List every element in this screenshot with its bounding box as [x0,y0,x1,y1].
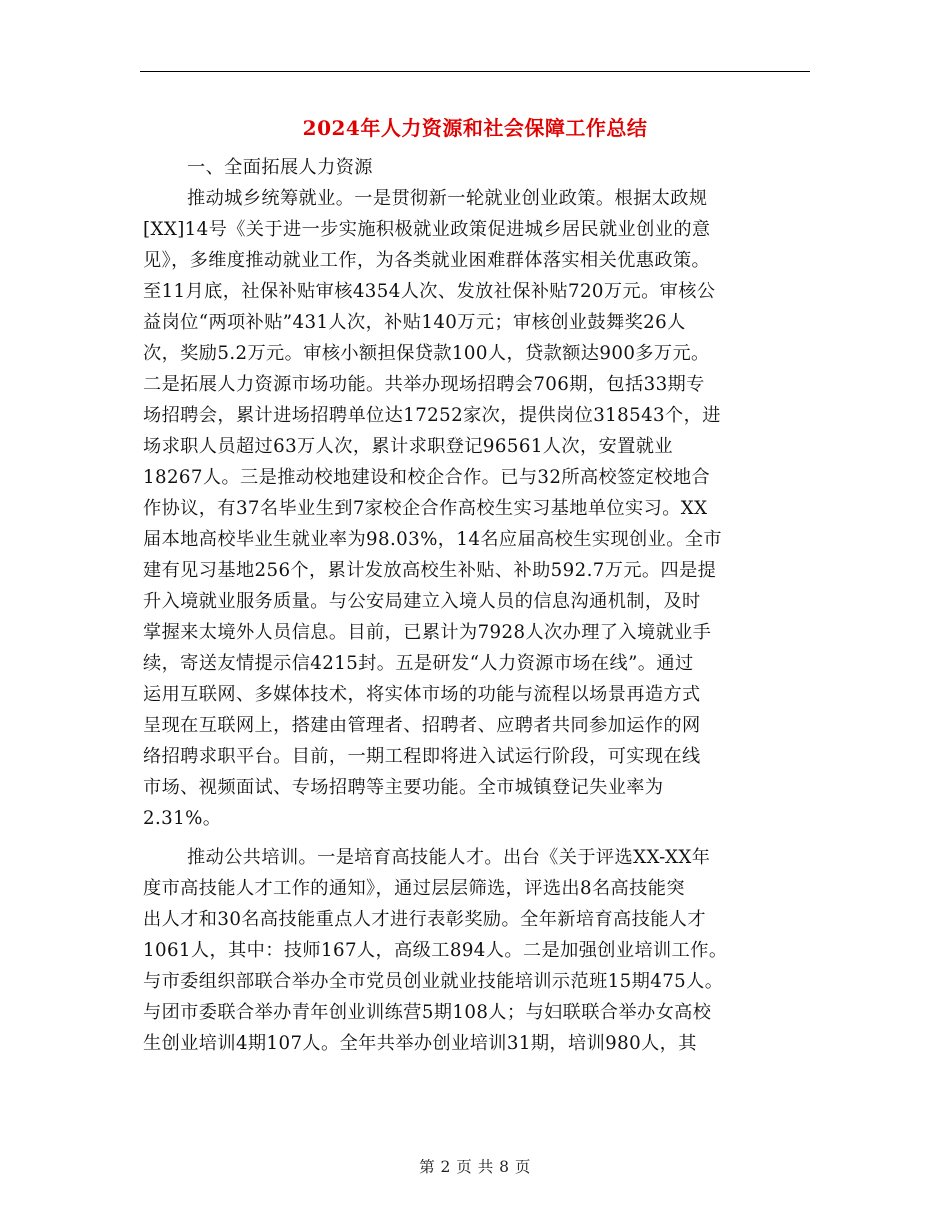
paragraph-line: 掌握来太境外人员信息。目前，已累计为7928人次办理了入境就业手 [143,622,712,643]
section-heading: 一、全面拓展人力资源 [187,157,373,178]
paragraph-line: 场招聘会，累计进场招聘单位达17252家次，提供岗位318543个，进 [143,405,721,426]
paragraph-line: 与市委组织部联合举办全市党员创业就业技能培训示范班15期475人。 [143,971,724,992]
paragraph-line: 场求职人员超过63万人次，累计求职登记96561人次，安置就业 [143,436,673,457]
paragraph-line: 次，奖励5.2万元。审核小额担保贷款100人，贷款额达900多万元。 [143,343,710,364]
paragraph-line: 络招聘求职平台。目前，一期工程即将进入试运行阶段，可实现在线 [143,746,701,767]
paragraph-line: 续，寄送友情提示信4215封。五是研发“人力资源市场在线”。通过 [143,653,694,674]
paragraph-line: 推动公共培训。一是培育高技能人才。出台《关于评选XX-XX年 [187,847,711,868]
paragraph-line: 建有见习基地256个，累计发放高校生补贴、补助592.7万元。四是提 [143,560,717,581]
paragraph-line: 18267人。三是推动校地建设和校企合作。已与32所高校签定校地合 [143,467,711,488]
document-title: 2024年人力资源和社会保障工作总结 [302,116,648,140]
paragraph-line: 度市高技能人才工作的通知》，通过层层筛选，评选出8名高技能突 [143,878,685,899]
paragraph-line: [XX]14号《关于进一步实施积极就业政策促进城乡居民就业创业的意 [143,219,711,240]
paragraph-line: 市场、视频面试、专场招聘等主要功能。全市城镇登记失业率为 [143,777,664,798]
header-rule [140,71,810,72]
paragraph-line: 推动城乡统筹就业。一是贯彻新一轮就业创业政策。根据太政规 [187,188,708,209]
paragraph-line: 升入境就业服务质量。与公安局建立入境人员的信息沟通机制，及时 [143,591,701,612]
paragraph-line: 生创业培训4期107人。全年共举办创业培训31期，培训980人，其 [143,1033,697,1054]
paragraph-line: 届本地高校毕业生就业率为98.03%，14名应届高校生实现创业。全市 [143,529,722,550]
paragraph-line: 作协议，有37名毕业生到7家校企合作高校生实习基地单位实习。XX [143,498,708,519]
paragraph-line: 至11月底，社保补贴审核4354人次、发放社保补贴720万元。审核公 [143,281,716,302]
paragraph-line: 2.31%。 [143,808,222,829]
paragraph-line: 益岗位“两项补贴”431人次，补贴140万元；审核创业鼓舞奖26人 [143,312,686,333]
paragraph-line: 二是拓展人力资源市场功能。共举办现场招聘会706期，包括33期专 [143,374,705,395]
page-number-footer: 第 2 页 共 8 页 [419,1158,531,1176]
paragraph-line: 见》，多维度推动就业工作，为各类就业困难群体落实相关优惠政策。 [143,250,711,271]
paragraph-line: 与团市委联合举办青年创业训练营5期108人；与妇联联合举办女高校 [143,1002,712,1023]
paragraph-line: 1061人，其中：技师167人，高级工894人。二是加强创业培训工作。 [143,940,728,961]
paragraph-line: 出人才和30名高技能重点人才进行表彰奖励。全年新培育高技能人才 [143,909,706,930]
paragraph-line: 运用互联网、多媒体技术，将实体市场的功能与流程以场景再造方式 [143,684,701,705]
paragraph-line: 呈现在互联网上，搭建由管理者、招聘者、应聘者共同参加运作的网 [143,715,701,736]
